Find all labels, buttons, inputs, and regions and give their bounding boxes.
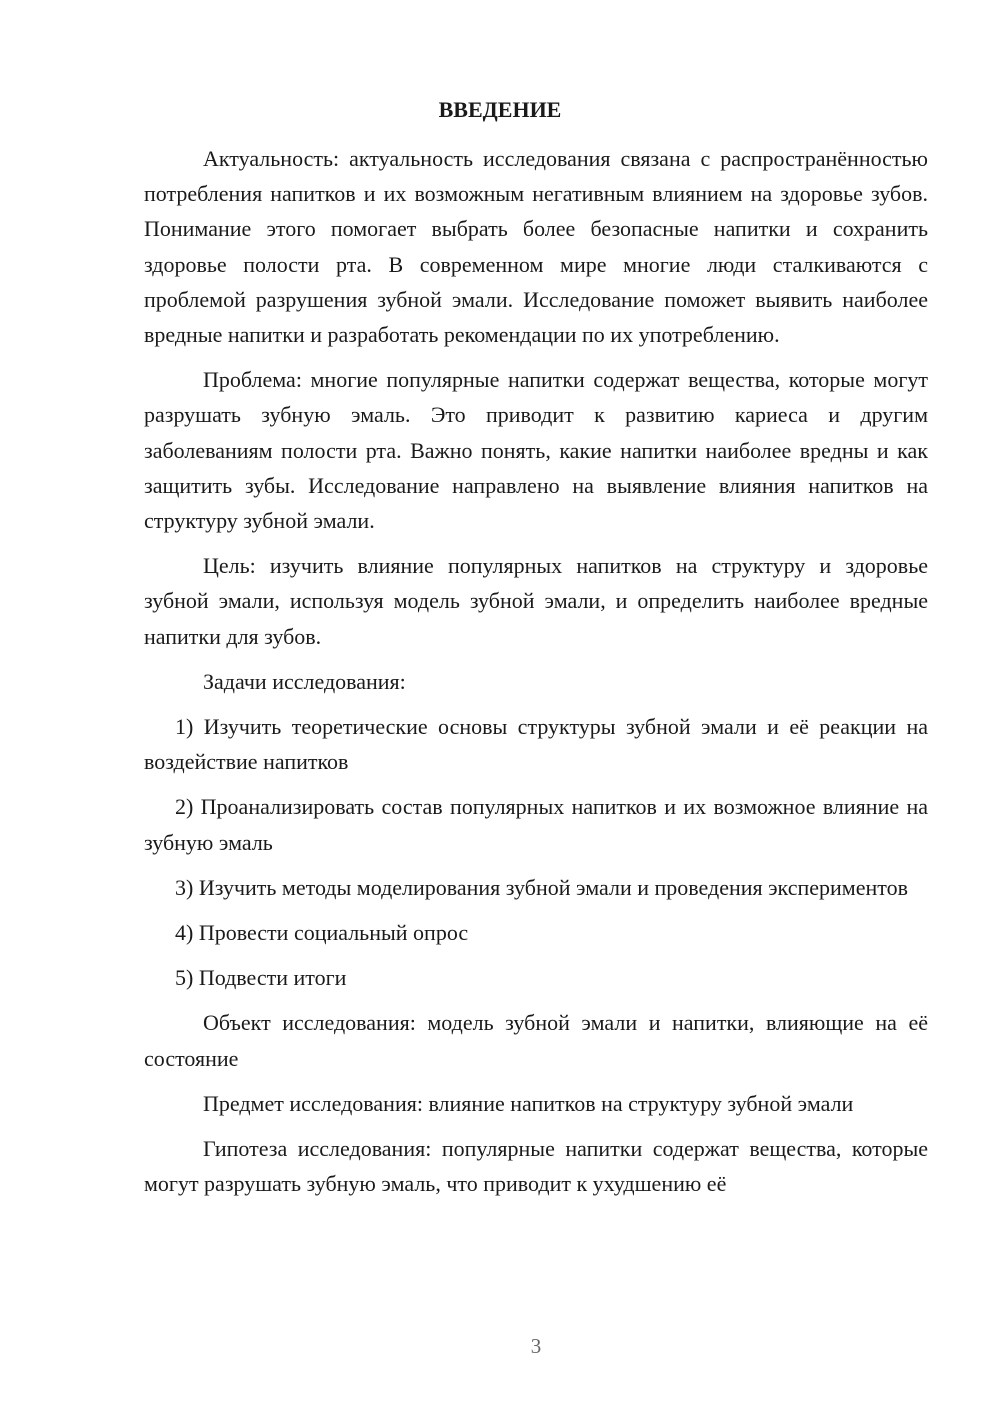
task-item-4: 4) Провести социальный опрос: [175, 920, 469, 946]
object-paragraph: Объект исследования: модель зубной эмали и напитки, влияющие на её состояние: [144, 1010, 928, 1071]
task-item-3: 3) Изучить методы моделирования зубной эмали и проведения экспериментов: [175, 874, 908, 900]
task-item-5: 5) Подвести итоги: [175, 965, 347, 991]
page-number: 3: [530, 1334, 542, 1358]
hypothesis-paragraph: Гипотеза исследования: популярные напитки содержат вещества, которые могут разрушать зубную эмаль, что приводит к ухудшению её: [144, 1136, 928, 1197]
page-title: ВВЕДЕНИЕ: [438, 97, 562, 122]
relevance-paragraph: Актуальность: актуальность исследования связана с распространённостью потребления напитков и их возможным негативным влиянием на здоровье зубов. Понимание этого помогает выбрать более безопасные напитки и сохранить здоровье полости рта. В современном мире многие люди сталкиваются с проблемой разрушения зубной эмали. Исследование поможет выявить наиболее вредные напитки и разработать рекомендации по их употреблению.: [144, 146, 928, 348]
task-item-2: 2) Проанализировать состав популярных напитков и их возможное влияние на зубную эмаль: [144, 794, 928, 855]
document-body: [144, 141, 928, 1211]
subject-paragraph: Предмет исследования: влияние напитков на структуру зубной эмали: [203, 1090, 854, 1116]
goal-paragraph: Цель: изучить влияние популярных напитков на структуру и здоровье зубной эмали, используя модель зубной эмали, и определить наиболее вредные напитки для зубов.: [144, 553, 928, 649]
problem-paragraph: Проблема: многие популярные напитки содержат вещества, которые могут разрушать зубную эмаль. Это приводит к развитию кариеса и другим заболеваниям полости рта. Важно понять, какие напитки наиболее вредны и как защитить зубы. Исследование направлено на выявление влияния напитков на структуру зубной эмали.: [144, 367, 928, 534]
task-item-1: 1) Изучить теоретические основы структуры зубной эмали и её реакции на воздействие напитков: [144, 714, 928, 775]
tasks-title: Задачи исследования:: [203, 668, 406, 694]
